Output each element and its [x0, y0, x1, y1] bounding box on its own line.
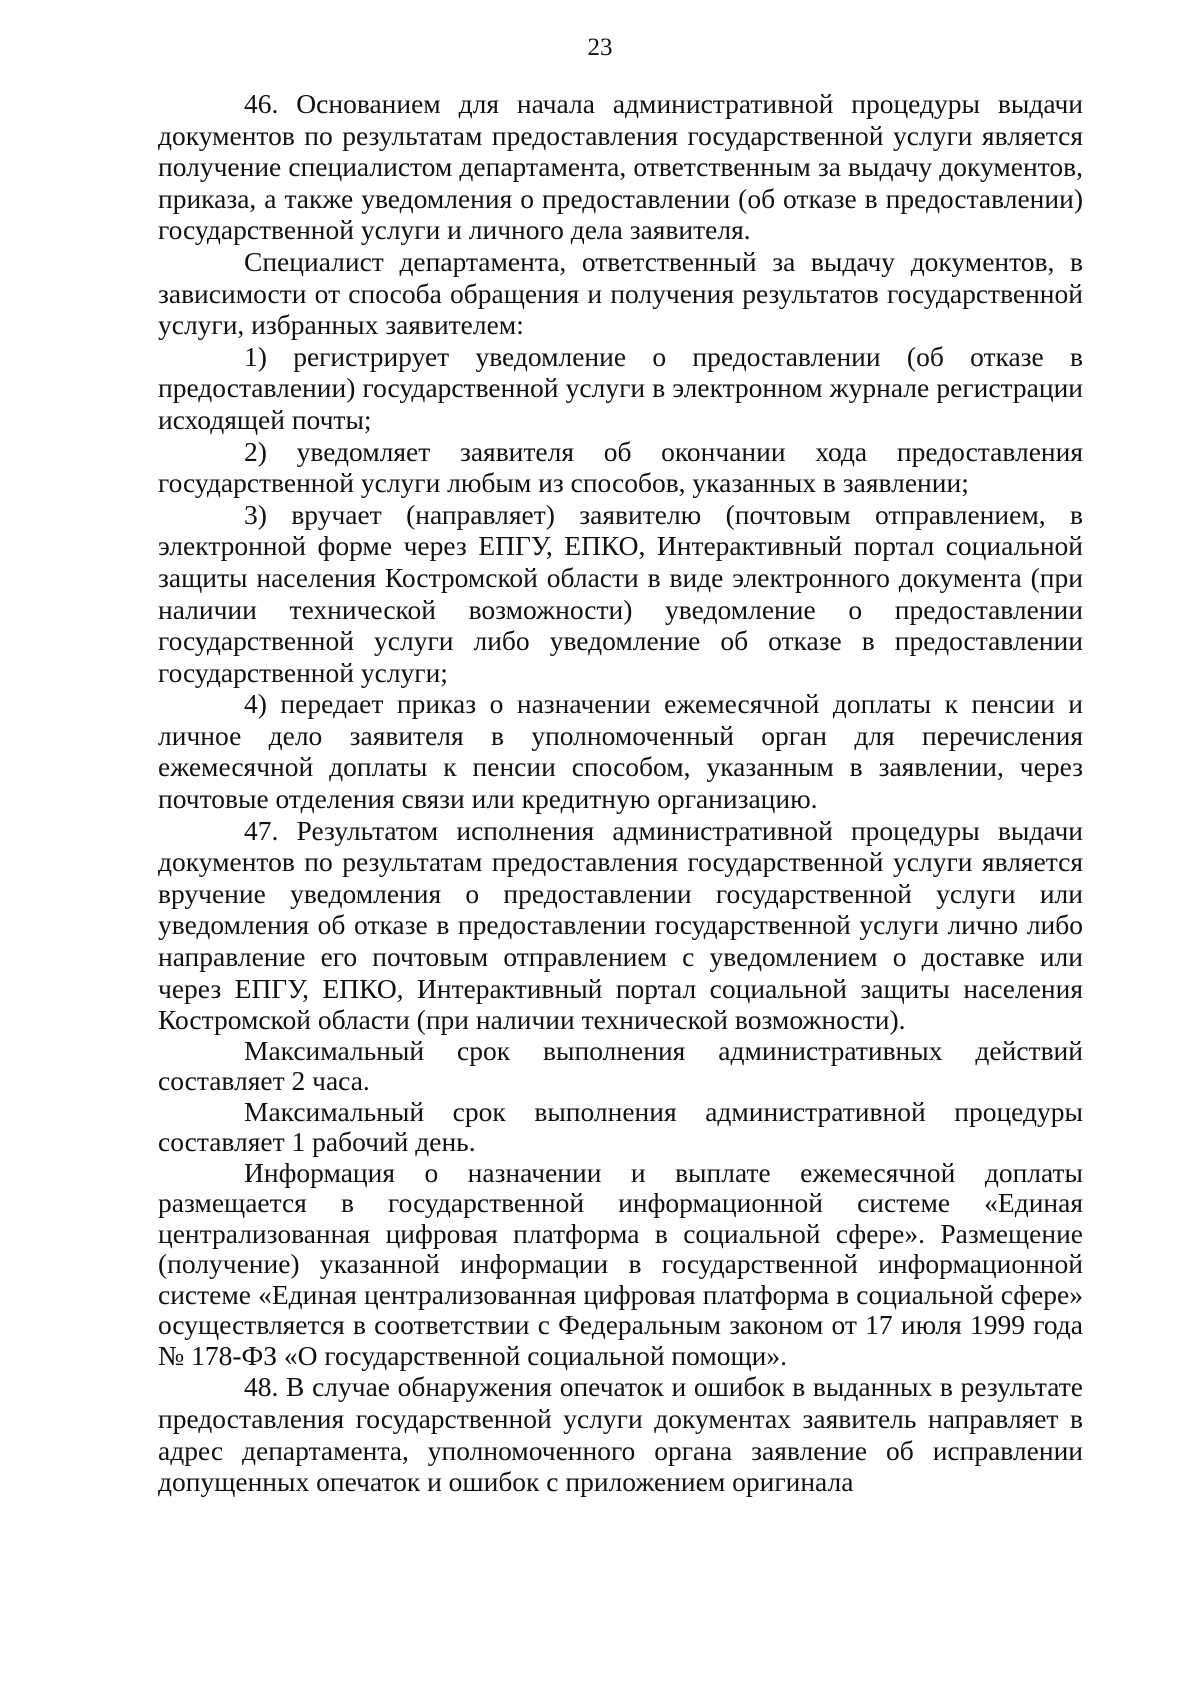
- list-item-2: 2) уведомляет заявителя об окончании хода предоставления государственной услуги любым из способов, указанных в заявлении;: [158, 435, 1083, 499]
- document-body: [158, 88, 1083, 1498]
- paragraph-48: 48. В случае обнаружения опечаток и ошибок в выданных в результате предоставления государственной услуги документах заявитель направляет в адрес департамента, уполномоченного органа заявление об исправлении допущенных опечаток и ошибок с приложением оригинала: [158, 1371, 1083, 1498]
- paragraph-information-platform: Информация о назначении и выплате ежемесячной доплаты размещается в государственной информационной системе «Единая централизованная цифровая платформа в социальной сфере». Размещение (получение) указанной информации в государственной информационной системе «Единая централизованная цифровая платформа в социальной сфере» осуществляется в соответствии с Федеральным законом от 17 июля 1999 года № 178-ФЗ «О государственной социальной помощи».: [158, 1156, 1083, 1371]
- paragraph-47: 47. Результатом исполнения административной процедуры выдачи документов по результатам предоставления государственной услуги является вручение уведомления о предоставлении государственной услуги или уведомления об отказе в предоставлении государственной услуги лично либо направление его почтовым отправлением с уведомлением о доставке или через ЕПГУ, ЕПКО, Интерактивный портал социальной защиты населения Костромской области (при наличии технической возможности).: [158, 814, 1083, 1036]
- list-item-1: 1) регистрирует уведомление о предоставлении (об отказе в предоставлении) государственной услуги в электронном журнале регистрации исходящей почты;: [158, 340, 1083, 435]
- page-number: 23: [587, 34, 613, 61]
- list-item-4: 4) передает приказ о назначении ежемесячной доплаты к пенсии и личное дело заявителя в уполномоченный орган для перечисления ежемесячной доплаты к пенсии способом, указанным в заявлении, через почтовые отделения связи или кредитную организацию.: [158, 688, 1083, 815]
- paragraph-max-time-procedure: Максимальный срок выполнения административной процедуры составляет 1 рабочий день.: [158, 1095, 1083, 1158]
- paragraph-max-time-actions: Максимальный срок выполнения административных действий составляет 2 часа.: [158, 1034, 1083, 1097]
- paragraph-46: 46. Основанием для начала административной процедуры выдачи документов по результатам предоставления государственной услуги является получение специалистом департамента, ответственным за выдачу документов, приказа, а также уведомления о предоставлении (об отказе в предоставлении) государственной услуги и личного дела заявителя.: [158, 88, 1083, 246]
- paragraph-specialist-intro: Специалист департамента, ответственный за выдачу документов, в зависимости от способа обращения и получения результатов государственной услуги, избранных заявителем:: [158, 245, 1083, 341]
- list-item-3: 3) вручает (направляет) заявителю (почтовым отправлением, в электронной форме через ЕПГУ, ЕПКО, Интерактивный портал социальной защиты населения Костромской области в виде электронного документа (при наличии технической возможности) уведомление о предоставлении государственной услуги либо уведомление об отказе в предоставлении государственной услуги;: [158, 498, 1083, 688]
